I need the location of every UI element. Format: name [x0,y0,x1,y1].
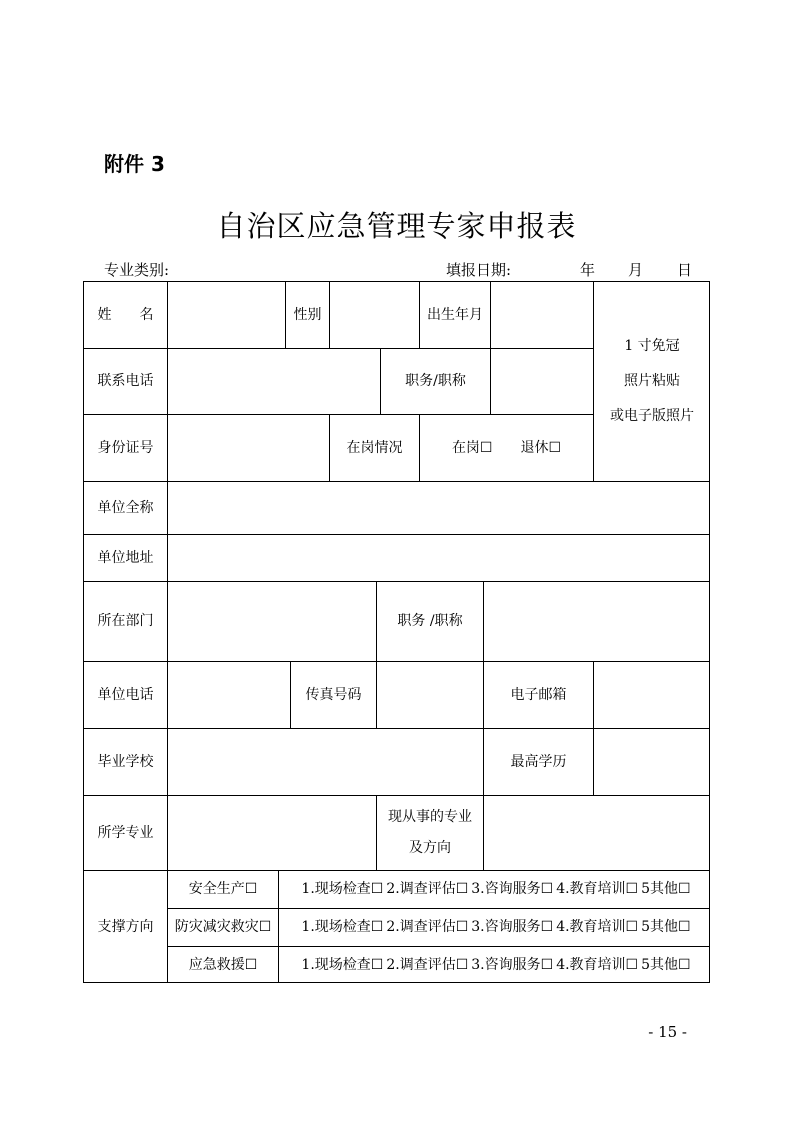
support-area-safety[interactable]: 安全生产☐ [167,870,278,908]
option-investigation[interactable]: 2.调查评估☐ [386,919,469,936]
fax-label: 传真号码 [290,661,376,728]
support-area-disaster[interactable]: 防灾减灾救灾☐ [167,908,278,946]
option-site-inspection[interactable]: 1.现场检查☐ [301,881,384,898]
email-field[interactable] [593,661,710,728]
name-field[interactable] [167,281,285,348]
unit-name-field[interactable] [167,481,710,534]
date-month: 月 [628,261,644,279]
birth-label: 出生年月 [419,281,490,348]
unit-phone-label: 单位电话 [83,661,167,728]
school-field[interactable] [167,728,483,795]
position-title2-field[interactable] [483,581,710,661]
school-label: 毕业学校 [83,728,167,795]
page-number: - 15 - [648,1023,687,1041]
gender-label: 性别 [285,281,329,348]
position-title-field[interactable] [490,348,593,414]
phone-field[interactable] [167,348,380,414]
department-label: 所在部门 [83,581,167,661]
current-major-line-2: 及方向 [409,840,451,856]
option-consulting[interactable]: 3.咨询服务☐ [471,956,554,973]
option-other[interactable]: 5其他☐ [641,956,691,973]
photo-line-3: 或电子版照片 [610,407,694,424]
support-options-disaster [278,908,710,946]
attachment-label: 附件 3 [104,152,165,176]
unit-address-field[interactable] [167,534,710,581]
option-site-inspection[interactable]: 1.现场检查☐ [301,919,384,936]
current-major-line-1: 现从事的专业 [388,809,472,826]
option-consulting[interactable]: 3.咨询服务☐ [471,919,554,936]
option-training[interactable]: 4.教育培训☐ [556,881,639,898]
status-retired-checkbox[interactable]: 退休☐ [520,439,562,456]
support-options-safety [278,870,710,908]
gender-field[interactable] [329,281,419,348]
option-other[interactable]: 5其他☐ [641,881,691,898]
date-label: 填报日期: [446,261,512,279]
status-on-checkbox[interactable]: 在岗☐ [451,439,493,456]
position-title-label: 职务/职称 [380,348,490,414]
support-label: 支撑方向 [83,870,167,983]
id-number-label: 身份证号 [83,414,167,481]
name-label: 姓 名 [83,281,167,348]
option-investigation[interactable]: 2.调查评估☐ [386,881,469,898]
option-investigation[interactable]: 2.调查评估☐ [386,956,469,973]
page-title: 自治区应急管理专家申报表 [216,209,577,243]
fax-field[interactable] [376,661,483,728]
support-area-rescue[interactable]: 应急救援☐ [167,946,278,983]
status-options [419,414,593,481]
category-label: 专业类别: [104,261,170,279]
status-label: 在岗情况 [329,414,419,481]
option-site-inspection[interactable]: 1.现场检查☐ [301,956,384,973]
unit-phone-field[interactable] [167,661,290,728]
date-day: 日 [677,261,693,279]
department-field[interactable] [167,581,376,661]
unit-address-label: 单位地址 [83,534,167,581]
photo-line-1: 1 寸免冠 [624,338,680,355]
current-major-label [376,795,483,870]
birth-field[interactable] [490,281,593,348]
education-field[interactable] [593,728,710,795]
major-field[interactable] [167,795,376,870]
major-label: 所学专业 [83,795,167,870]
email-label: 电子邮箱 [483,661,593,728]
phone-label: 联系电话 [83,348,167,414]
unit-name-label: 单位全称 [83,481,167,534]
date-year: 年 [580,261,596,279]
current-major-field[interactable] [483,795,710,870]
photo-line-2: 照片粘贴 [624,373,680,390]
option-consulting[interactable]: 3.咨询服务☐ [471,881,554,898]
support-options-rescue [278,946,710,983]
education-label: 最高学历 [483,728,593,795]
option-training[interactable]: 4.教育培训☐ [556,956,639,973]
option-training[interactable]: 4.教育培训☐ [556,919,639,936]
option-other[interactable]: 5其他☐ [641,919,691,936]
photo-box[interactable] [593,281,710,481]
id-number-field[interactable] [167,414,329,481]
position-title2-label: 职务 /职称 [376,581,483,661]
